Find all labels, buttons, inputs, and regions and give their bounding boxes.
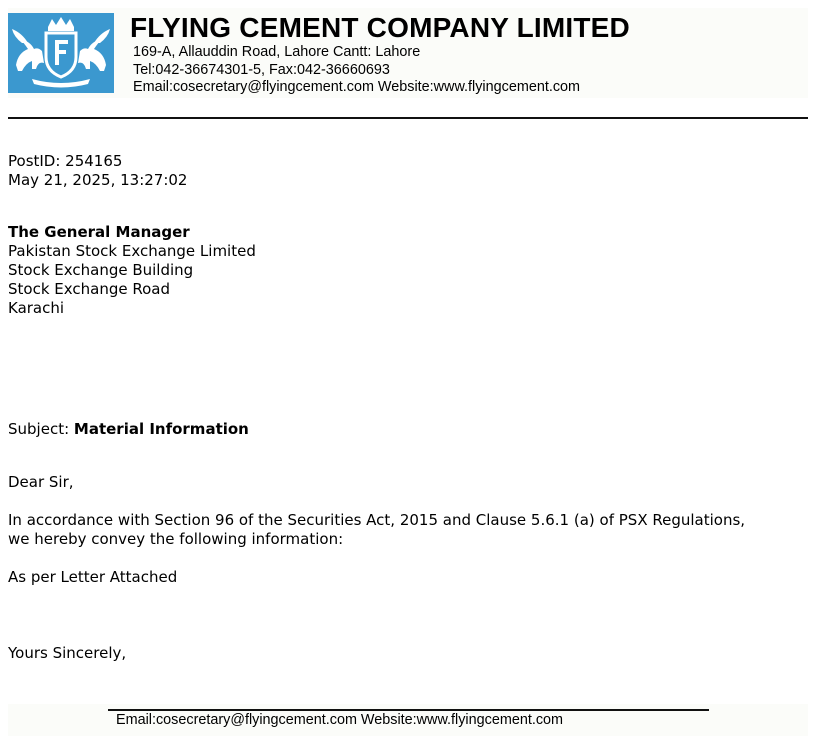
recipient-line: Karachi [8, 299, 65, 317]
footer [8, 704, 808, 736]
winged-horses-f-crest-icon [8, 13, 114, 93]
company-address: 169-A, Allauddin Road, Lahore Cantt: Lahore [133, 44, 421, 60]
subject-label: Subject: [8, 420, 74, 438]
recipient-line: Stock Exchange Building [8, 261, 194, 279]
post-datetime: May 21, 2025, 13:27:02 [8, 171, 188, 189]
salutation: Dear Sir, [8, 473, 74, 491]
recipient-line: Stock Exchange Road [8, 280, 170, 298]
subject-value: Material Information [73, 420, 249, 438]
body-paragraph-line: In accordance with Section 96 of the Securities Act, 2015 and Clause 5.6.1 (a) of PSX Regulations, [8, 511, 746, 529]
subject-line [8, 420, 249, 439]
company-phone-fax: Tel:042-36674301-5, Fax:042-36660693 [133, 62, 390, 78]
recipient-line: Pakistan Stock Exchange Limited [8, 242, 256, 260]
company-contact: Email:cosecretary@flyingcement.com Website:www.flyingcement.com [133, 79, 581, 95]
recipient-title: The General Manager [8, 223, 190, 241]
company-name: FLYING CEMENT COMPANY LIMITED [130, 12, 630, 43]
letterhead [8, 8, 808, 98]
header-divider [8, 117, 808, 119]
post-id: PostID: 254165 [8, 152, 123, 170]
attachment-note: As per Letter Attached [8, 568, 178, 586]
body-paragraph-line: we hereby convey the following information: [8, 530, 344, 548]
footer-divider [108, 709, 709, 711]
closing: Yours Sincerely, [8, 644, 127, 662]
footer-contact: Email:cosecretary@flyingcement.com Website:www.flyingcement.com [116, 712, 564, 728]
company-logo [8, 13, 114, 93]
